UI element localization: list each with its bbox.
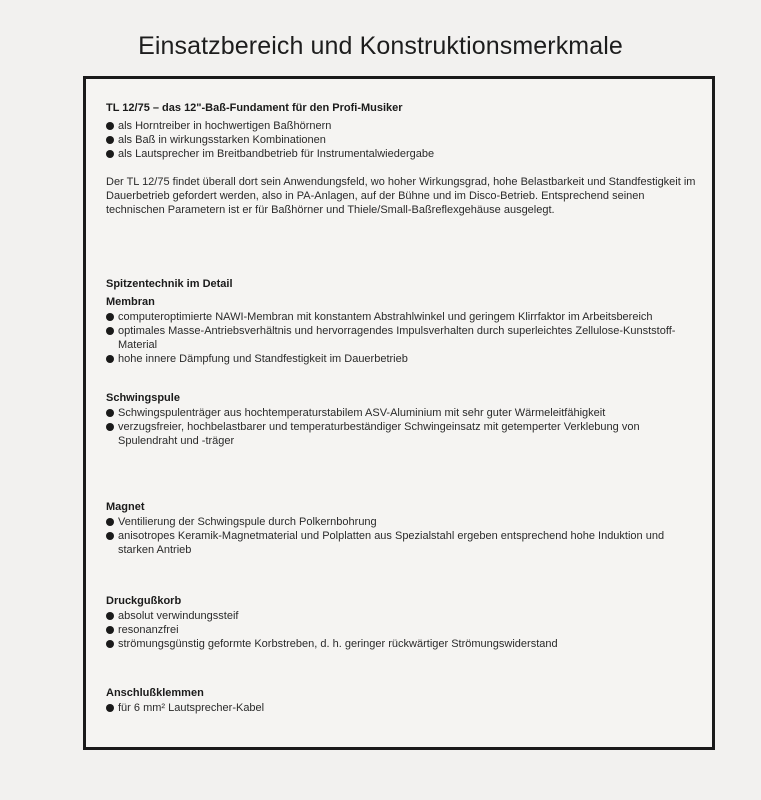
intro-heading: TL 12/75 – das 12"-Baß-Fundament für den Profi-Musiker [106,102,403,114]
druckgusskorb-section [106,594,696,651]
page-title: Einsatzbereich und Konstruktionsmerkmale [138,32,623,60]
list-item: anisotropes Keramik-Magnetmaterial und Polplatten aus Spezialstahl ergeben entsprechend hohe Induktion und starken Antrieb [106,529,696,557]
intro-paragraph: Der TL 12/75 findet überall dort sein Anwendungsfeld, wo hoher Wirkungsgrad, hohe Belastbarkeit und Standfestigkeit im Dauerbetrieb gefordert werden, also in PA-Anlagen, auf der Bühne und im Disco-Betrieb. Entsprechend seinen technischen Parametern ist er für Baßhörner und Thiele/Small-Baßreflexgehäuse ausgelegt. [106,176,696,216]
druckgusskorb-heading: Druckgußkorb [106,595,182,607]
schwingspule-heading: Schwingspule [106,392,180,404]
list-item: verzugsfreier, hochbelastbarer und temperaturbeständiger Schwingeinsatz mit getemperter Verklebung von Spulendraht und -träger [106,420,696,448]
magnet-list [106,515,696,557]
list-item: Ventilierung der Schwingspule durch Polkernbohrung [106,515,696,529]
list-item: als Horntreiber in hochwertigen Baßhörnern [106,119,696,133]
anschluss-list [106,701,696,715]
anschluss-section [106,686,696,715]
list-item: computeroptimierte NAWI-Membran mit konstantem Abstrahlwinkel und geringem Klirrfaktor im Arbeitsbereich [106,310,696,324]
list-item: strömungsgünstig geformte Korbstreben, d. h. geringer rückwärtiger Strömungswiderstand [106,637,696,651]
membran-list [106,310,696,366]
list-item: resonanzfrei [106,623,696,637]
schwingspule-section [106,391,696,448]
magnet-heading: Magnet [106,501,145,513]
list-item: Schwingspulenträger aus hochtemperaturstabilem ASV-Aluminium mit sehr guter Wärmeleitfähigkeit [106,406,696,420]
details-section [106,277,696,366]
list-item: als Baß in wirkungsstarken Kombinationen [106,133,696,147]
membran-heading: Membran [106,296,155,308]
list-item: absolut verwindungssteif [106,609,696,623]
druckgusskorb-list [106,609,696,651]
list-item: optimales Masse-Antriebsverhältnis und hervorragendes Impulsverhalten durch superleichtes Zellulose-Kunststoff-Material [106,324,696,352]
intro-list [106,119,696,161]
list-item: hohe innere Dämpfung und Standfestigkeit im Dauerbetrieb [106,352,696,366]
anschluss-heading: Anschlußklemmen [106,687,204,699]
magnet-section [106,500,696,557]
schwingspule-list [106,406,696,448]
details-heading: Spitzentechnik im Detail [106,278,233,290]
content-frame [83,76,715,750]
list-item: als Lautsprecher im Breitbandbetrieb für Instrumentalwiedergabe [106,147,696,161]
list-item: für 6 mm² Lautsprecher-Kabel [106,701,696,715]
intro-section [106,101,696,217]
